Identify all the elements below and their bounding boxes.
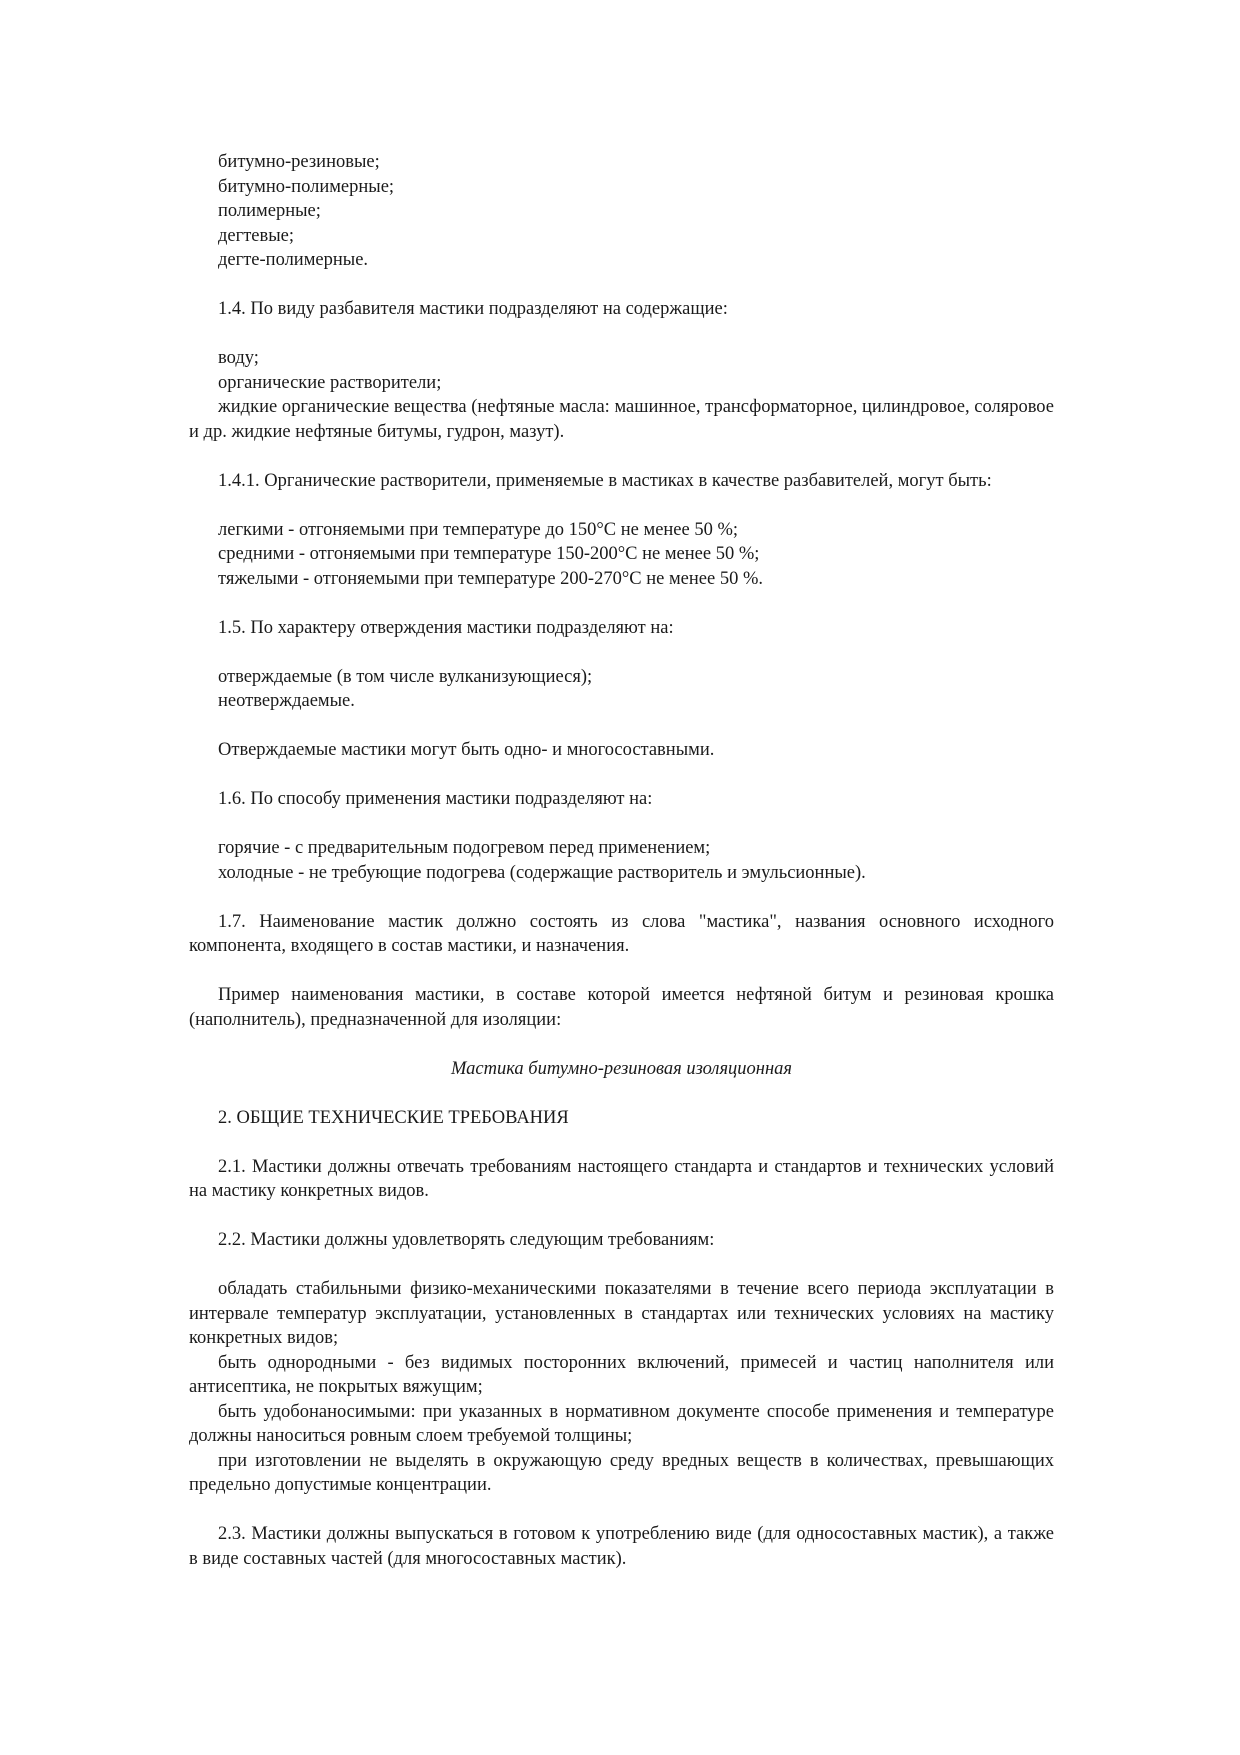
section-2-title: 2. ОБЩИЕ ТЕХНИЧЕСКИЕ ТРЕБОВАНИЯ — [218, 1107, 569, 1128]
paragraph-2-3: 2.3. Мастики должны выпускаться в готовом к употреблению виде (для односоставных мастик), а также в виде составных частей (для многосоставных мастик). — [189, 1524, 1054, 1569]
paragraph-1-7: 1.7. Наименование мастик должно состоять из слова "мастика", названия основного исходного компонента, входящего в состав мастики, и назначения. — [189, 911, 1054, 956]
paragraph-1-4: 1.4. По виду разбавителя мастики подразделяют на содержащие: — [218, 299, 728, 319]
list-item-requirement: обладать стабильными физико-механическими показателями в течение всего периода эксплуатации в интервале температур эксплуатации, установленных в стандартах или технических условиях на мастику конкретных видов; — [189, 1279, 1054, 1348]
list-item-solvent: легкими - отгоняемыми при температуре до 150°С не менее 50 %; — [218, 519, 739, 540]
paragraph-curing-note: Отверждаемые мастики могут быть одно- и многосоставными. — [218, 740, 715, 760]
paragraph-1-4-1: 1.4.1. Органические растворители, применяемые в мастиках в качестве разбавителей, могут быть: — [218, 470, 992, 491]
list-item-diluent: воду; — [218, 348, 259, 368]
list-item-type: дегтевые; — [218, 225, 295, 246]
example-name: Мастика битумно-резиновая изоляционная — [450, 1058, 792, 1079]
list-item-requirement: быть удобонаносимыми: при указанных в нормативном документе способе применения и температуре должны наноситься ровным слоем требуемой толщины; — [189, 1401, 1054, 1446]
list-item-application: холодные - не требующие подогрева (содержащие растворитель и эмульсионные). — [218, 862, 866, 883]
paragraph-2-2: 2.2. Мастики должны удовлетворять следующим требованиям: — [218, 1230, 715, 1250]
list-item-requirement: быть однородными - без видимых посторонних включений, примесей и частиц наполнителя или антисептика, не покрытых вяжущим; — [189, 1352, 1054, 1397]
list-item-solvent: средними - отгоняемыми при температуре 150-200°С не менее 50 %; — [218, 544, 760, 564]
paragraph-example: Пример наименования мастики, в составе которой имеется нефтяной битум и резиновая крошка (наполнитель), предназначенной для изоляции: — [189, 985, 1054, 1030]
paragraph-2-1: 2.1. Мастики должны отвечать требованиям настоящего стандарта и стандартов и технических условий на мастику конкретных видов. — [189, 1156, 1054, 1201]
list-item-diluent: жидкие органические вещества (нефтяные масла: машинное, трансформаторное, цилиндровое, соляровое и др. жидкие нефтяные битумы, гудрон, мазут). — [189, 397, 1054, 442]
list-item-solvent: тяжелыми - отгоняемыми при температуре 200-270°С не менее 50 %. — [218, 568, 763, 589]
list-item-type: битумно-полимерные; — [218, 176, 395, 197]
list-item-application: горячие - с предварительным подогревом перед применением; — [218, 838, 711, 858]
paragraph-1-5: 1.5. По характеру отверждения мастики подразделяют на: — [218, 617, 674, 638]
list-item-curing: отверждаемые (в том числе вулканизующиеся); — [218, 666, 593, 687]
list-item-requirement: при изготовлении не выделять в окружающую среду вредных веществ в количествах, превышающих предельно допустимые концентрации. — [189, 1450, 1054, 1495]
list-item-type: битумно-резиновые; — [218, 152, 380, 172]
document-page — [189, 150, 1054, 1571]
list-item-type: полимерные; — [218, 201, 321, 221]
paragraph-1-6: 1.6. По способу применения мастики подразделяют на: — [218, 789, 653, 809]
list-item-curing: неотверждаемые. — [218, 691, 355, 711]
list-item-diluent: органические растворители; — [218, 372, 442, 393]
list-item-type: дегте-полимерные. — [218, 250, 369, 270]
